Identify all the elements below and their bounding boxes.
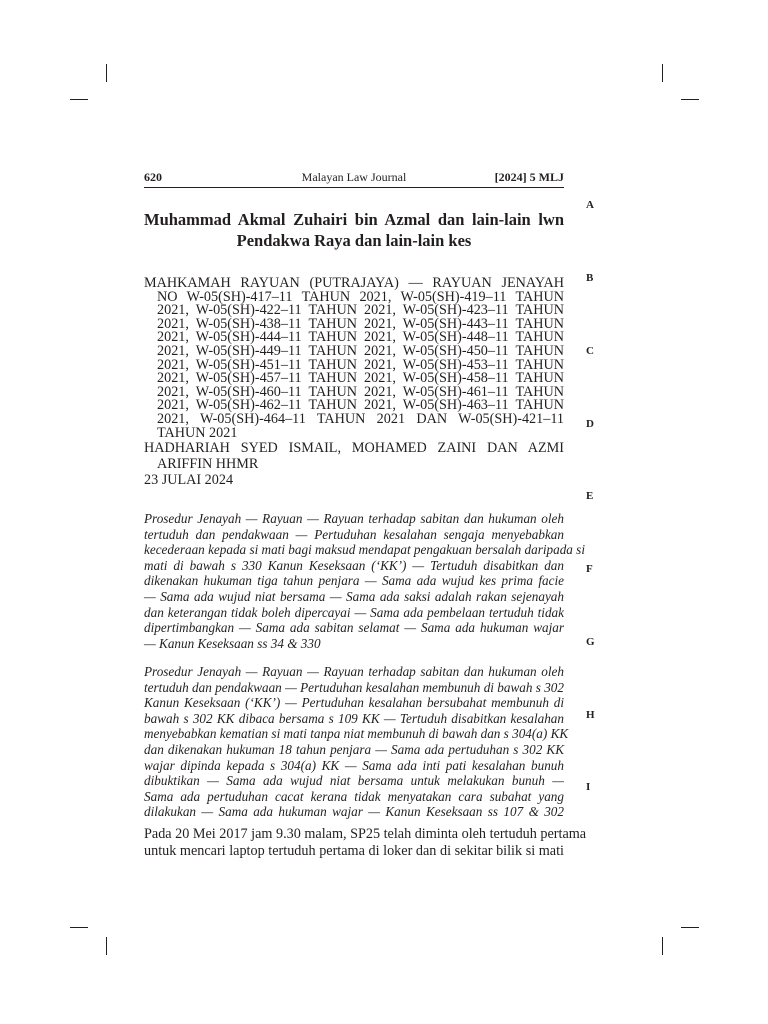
margin-letter-g: G bbox=[586, 636, 595, 648]
margin-letter-e: E bbox=[586, 490, 594, 502]
catchwords-line: Sama ada pertuduhan cacat kerana tidak menyatakan cara subahat yang bbox=[144, 788, 564, 804]
header-rule bbox=[144, 187, 564, 188]
catchwords-line: dibuktikan — Sama ada wujud niat bersama untuk melakukan bunuh — bbox=[144, 773, 564, 789]
court-line: 2021, W-05(SH)-457–11 TAHUN 2021, W-05(SH)-458–11 TAHUN bbox=[157, 370, 564, 387]
margin-letter-b: B bbox=[586, 272, 594, 284]
catchwords-paragraph bbox=[144, 664, 569, 820]
catchwords-line: Kanun Keseksaan (‘KK’) — Pertuduhan kesalahan bersubahat membunuh di bbox=[144, 695, 564, 711]
catchwords-line: menyebabkan kematian si mati tanpa niat membunuh di bawah dan s 304(a) KK bbox=[144, 726, 569, 742]
crop-mark bbox=[681, 927, 699, 928]
crop-mark bbox=[70, 927, 88, 928]
catchwords-line: Prosedur Jenayah — Rayuan — Rayuan terhadap sabitan dan hukuman oleh bbox=[144, 511, 564, 526]
margin-letter-h: H bbox=[586, 709, 595, 721]
journal-citation: [2024] 5 MLJ bbox=[494, 170, 564, 184]
catchwords-line: mati di bawah s 330 Kanun Keseksaan (‘KK’) — Tertuduh disabitkan dan bbox=[144, 557, 564, 573]
court-line: 2021, W-05(SH)-449–11 TAHUN 2021, W-05(SH)-450–11 TAHUN bbox=[157, 342, 564, 359]
court-line: 2021, W-05(SH)-460–11 TAHUN 2021, W-05(SH)-461–11 TAHUN bbox=[157, 383, 564, 400]
catchwords-line: kecederaan kepada si mati bagi maksud mendapat pengakuan bersalah daripada si bbox=[144, 542, 585, 558]
catchwords-line: wajar dipinda kepada s 304(a) KK — Sama ada inti pati kesalahan bunuh bbox=[144, 757, 564, 773]
court-line: TAHUN 2021 bbox=[157, 424, 238, 441]
margin-letter-d: D bbox=[586, 418, 594, 430]
running-header bbox=[144, 170, 564, 186]
crop-mark bbox=[662, 64, 663, 82]
court-line: MAHKAMAH RAYUAN (PUTRAJAYA) — RAYUAN JENAYAH bbox=[144, 275, 564, 291]
case-title-line: Pendakwa Raya dan lain-lain kes bbox=[236, 231, 472, 250]
judges bbox=[144, 441, 564, 472]
body-line: untuk mencari laptop tertuduh pertama di loker dan di sekitar bilik si mati bbox=[144, 843, 564, 859]
journal-title: Malayan Law Journal bbox=[301, 170, 407, 184]
judges-line: HADHARIAH SYED ISMAIL, MOHAMED ZAINI DAN AZMI bbox=[144, 440, 564, 456]
court-line: 2021, W-05(SH)-438–11 TAHUN 2021, W-05(SH)-443–11 TAHUN bbox=[157, 315, 564, 332]
catchwords-paragraph bbox=[144, 511, 585, 651]
catchwords-line: dipertimbangkan — Sama ada sabitan selamat — Sama ada hukuman wajar bbox=[144, 620, 564, 636]
crop-mark bbox=[662, 937, 663, 955]
catchwords-line: bawah s 302 KK dibaca bersama s 109 KK — Tertuduh disabitkan kesalahan bbox=[144, 710, 564, 726]
court-line: 2021, W-05(SH)-464–11 TAHUN 2021 DAN W-05(SH)-421–11 bbox=[157, 410, 564, 427]
case-title bbox=[144, 209, 564, 251]
court-line: NO W-05(SH)-417–11 TAHUN 2021, W-05(SH)-419–11 TAHUN bbox=[157, 288, 564, 305]
catchwords-line: dilakukan — Sama ada hukuman wajar — Kanun Keseksaan ss 107 & 302 bbox=[144, 804, 564, 820]
court-line: 2021, W-05(SH)-462–11 TAHUN 2021, W-05(SH)-463–11 TAHUN bbox=[157, 397, 564, 414]
page-number: 620 bbox=[144, 170, 162, 184]
catchwords-line: — Sama ada wujud niat bersama — Sama ada saksi adalah rakan sejenayah bbox=[144, 588, 564, 604]
crop-mark bbox=[106, 937, 107, 955]
court-line: 2021, W-05(SH)-422–11 TAHUN 2021, W-05(SH)-423–11 TAHUN bbox=[157, 302, 564, 319]
margin-letter-i: I bbox=[586, 781, 591, 793]
catchwords-line: dikenakan hukuman tiga tahun penjara — Sama ada wujud kes prima facie bbox=[144, 573, 564, 589]
margin-letter-a: A bbox=[586, 199, 594, 211]
catchwords-line: tertuduh dan pendakwaan — Pertuduhan kesalahan sengaja menyebabkan bbox=[144, 526, 564, 542]
margin-letter-f: F bbox=[586, 563, 593, 575]
court-appeal-numbers bbox=[144, 277, 564, 440]
judgment-date: 23 JULAI 2024 bbox=[144, 472, 234, 488]
judges-line: ARIFFIN HHMR bbox=[157, 455, 259, 472]
catchwords-line: dan dikenakan hukuman 18 tahun penjara — Sama ada pertuduhan s 302 KK bbox=[144, 741, 564, 757]
court-line: 2021, W-05(SH)-444–11 TAHUN 2021, W-05(SH)-448–11 TAHUN bbox=[157, 329, 564, 346]
crop-mark bbox=[681, 99, 699, 100]
catchwords-line: dan keterangan tidak boleh dipercayai — Sama ada pembelaan tertuduh tidak bbox=[144, 604, 564, 620]
crop-mark bbox=[106, 64, 107, 82]
court-line: 2021, W-05(SH)-451–11 TAHUN 2021, W-05(SH)-453–11 TAHUN bbox=[157, 356, 564, 373]
catchwords-line: tertuduh dan pendakwaan — Pertuduhan kesalahan membunuh di bawah s 302 bbox=[144, 679, 564, 695]
crop-mark bbox=[70, 99, 88, 100]
margin-letter-c: C bbox=[586, 345, 594, 357]
catchwords-line: — Kanun Keseksaan ss 34 & 330 bbox=[144, 635, 321, 651]
body-paragraph bbox=[144, 826, 587, 860]
body-line: Pada 20 Mei 2017 jam 9.30 malam, SP25 telah diminta oleh tertuduh pertama bbox=[144, 826, 587, 842]
catchwords-line: Prosedur Jenayah — Rayuan — Rayuan terhadap sabitan dan hukuman oleh bbox=[144, 664, 564, 679]
case-title-line: Muhammad Akmal Zuhairi bin Azmal dan lain-lain lwn bbox=[144, 210, 564, 229]
